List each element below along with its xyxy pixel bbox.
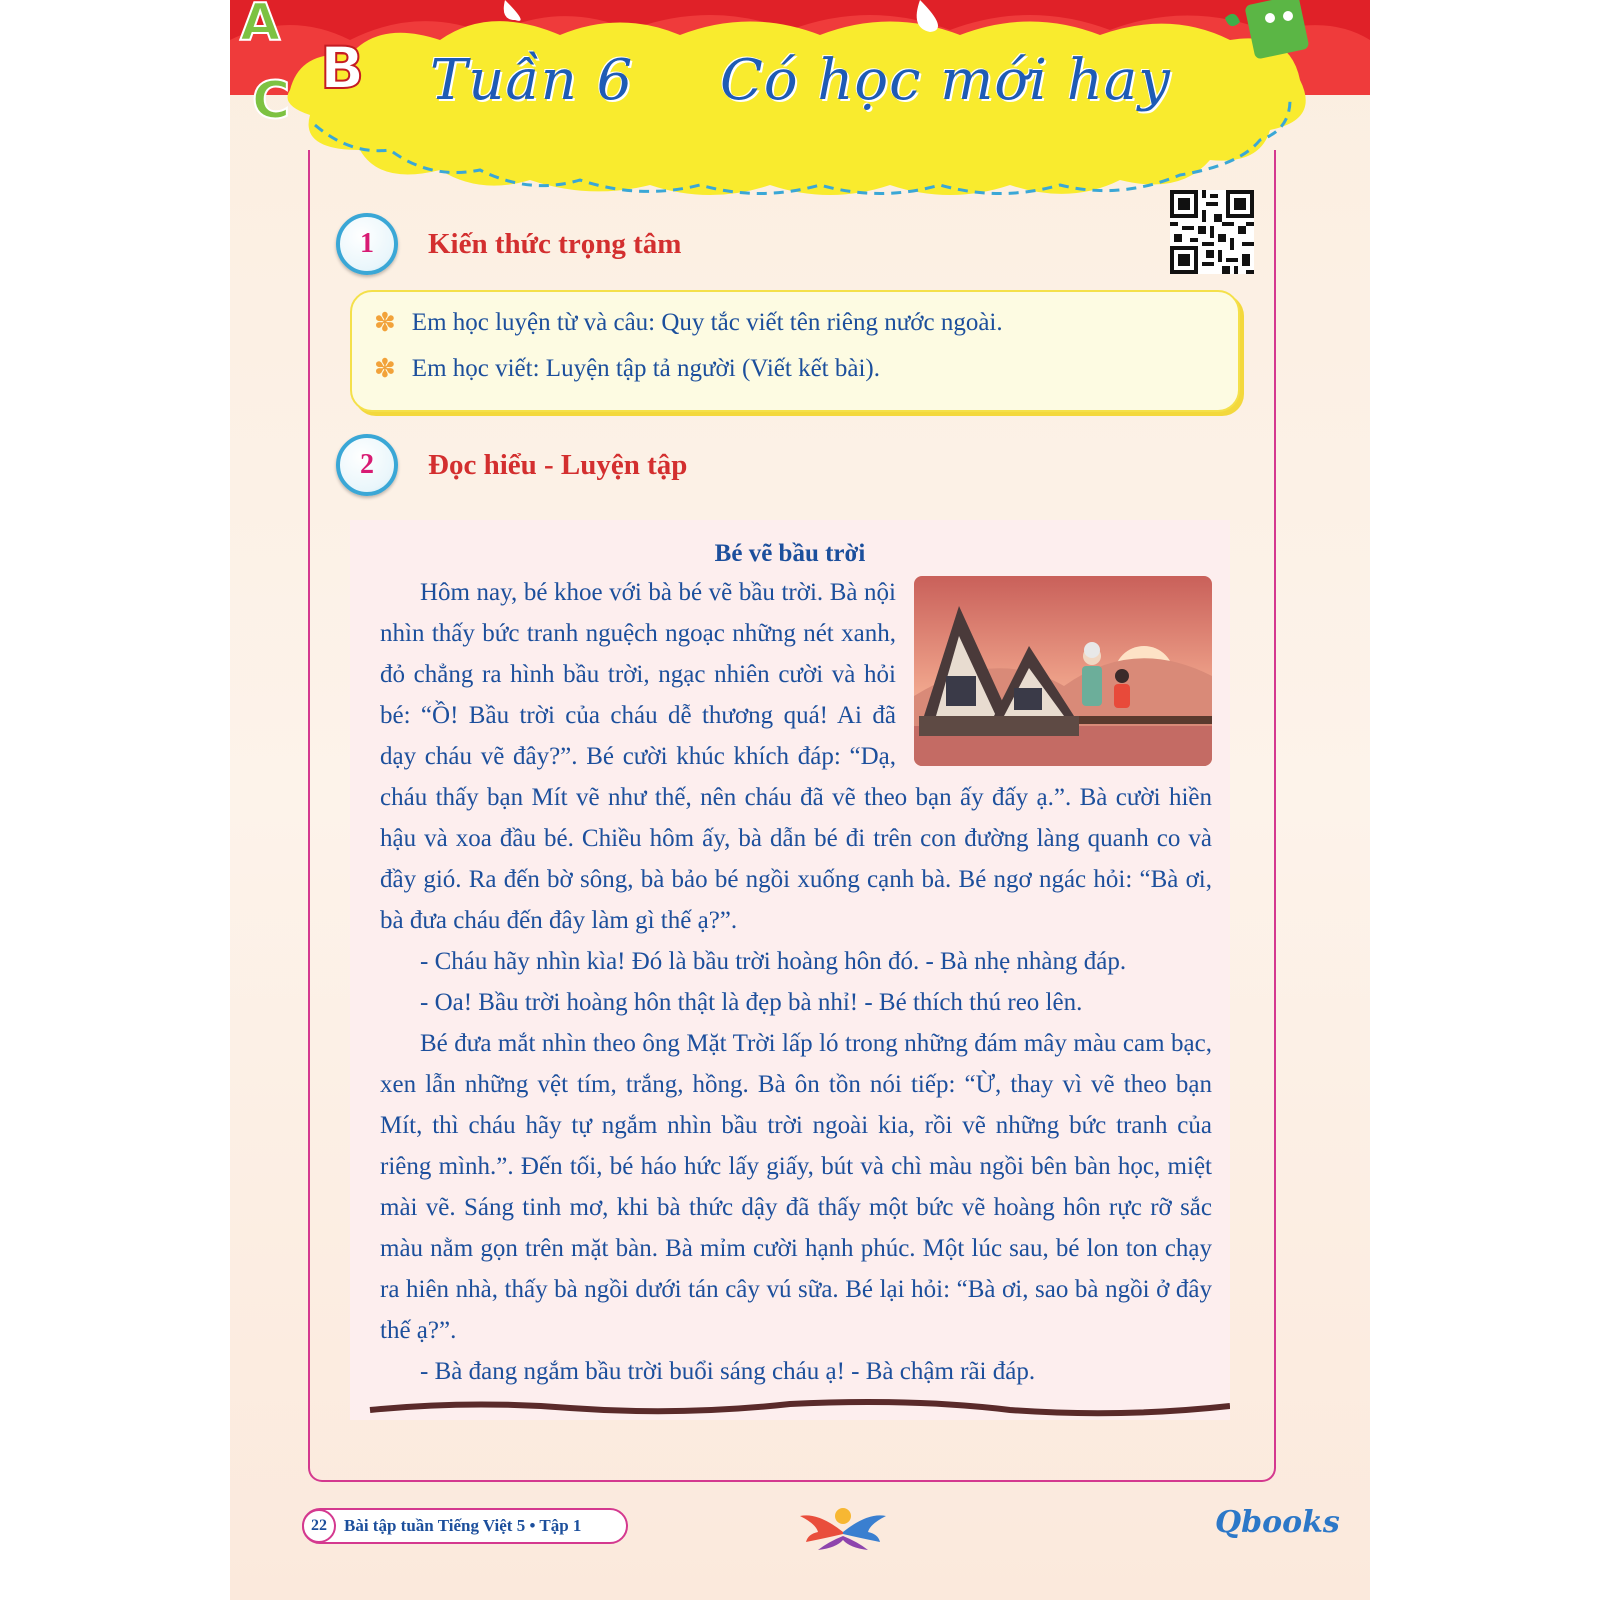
letter-a: A [240, 0, 281, 53]
workbook-page [230, 0, 1370, 1600]
focus-knowledge-box [350, 290, 1240, 412]
section-1-number: 1 [336, 213, 398, 275]
section-2-number: 2 [336, 434, 398, 496]
brand-logo: Qbooks [1215, 1505, 1340, 1540]
book-title: Bài tập tuần Tiếng Việt 5 • Tập 1 [344, 1516, 582, 1535]
section-1-title: Kiến thức trọng tâm [428, 227, 682, 260]
story-paragraph: Bé đưa mắt nhìn theo ông Mặt Trời lấp ló trong những đám mây màu cam bạc, xen lẫn những vệt tím, trắng, hồng. Bà ôn tồn nói tiếp: “Ừ, thay vì vẽ theo bạn Mít, thì cháu hãy tự ngắm nhìn bầu trời ngoài kia, rồi vẽ những bức tranh của riêng mình.”. Đến tối, bé háo hức lấy giấy, bút và chì màu ngồi bên bàn học, miệt mài vẽ. Sáng tinh mơ, khi bà thức dậy đã thấy một bức vẽ hoàng hôn rực rỡ sắc màu nằm gọn trên mặt bàn. Bà mỉm cười hạnh phúc. Một lúc sau, bé lon ton chạy ra hiên nhà, thấy bà ngồi dưới tán cây vú sữa. Bé lại hỏi: “Bà ơi, sao bà ngồi ở đây thế ạ?”. [380, 1030, 1212, 1344]
qr-code-icon[interactable] [1170, 190, 1254, 274]
focus-item [374, 308, 1003, 338]
story-paragraph: Hôm nay, bé khoe với bà bé vẽ bầu trời. Bà nội nhìn thấy bức tranh nguệch ngoạc những nét xanh, đỏ chẳng ra hình bầu trời, ngạc nhiên cười và hỏi bé: “Ồ! Bầu trời của cháu dễ thương quá! Ai đã dạy cháu vẽ đây?”. Bé cười khúc khích đáp: “Dạ, cháu thấy bạn Mít vẽ như thế, nên cháu đã vẽ theo bạn ấy đấy ạ.”. Bà cười hiền hậu và xoa đầu bé. Chiều hôm ấy, bà dẫn bé đi trên con đường làng quanh co và đầy gió. Ra đến bờ sông, bà bảo bé ngồi xuống cạnh bà. Bé ngơ ngác hỏi: “Bà ơi, bà đưa cháu đến đây làm gì thế ạ?”. [380, 579, 1212, 934]
flower-bullet-icon: ✽ [374, 354, 396, 384]
letter-b: B [320, 34, 365, 102]
story-text [380, 572, 1212, 1392]
story-title: Bé vẽ bầu trời [714, 540, 866, 567]
reading-passage-card [350, 520, 1230, 1420]
topic-title: Có học mới hay [720, 48, 1171, 113]
story-paragraph: - Cháu hãy nhìn kìa! Đó là bầu trời hoàng hôn đó. - Bà nhẹ nhàng đáp. [420, 948, 1127, 975]
page-number: 22 [302, 1509, 336, 1543]
letter-c: C [252, 71, 291, 130]
focus-item-text: Em học luyện từ và câu: Quy tắc viết tên riêng nước ngoài. [411, 309, 1003, 336]
flower-bullet-icon: ✽ [374, 308, 396, 338]
focus-item-text: Em học viết: Luyện tập tả người (Viết kết bài). [411, 355, 880, 382]
section-2-heading [336, 434, 687, 496]
week-title: Tuần 6 [430, 48, 634, 113]
wings-logo-icon [798, 1502, 888, 1552]
focus-item [374, 354, 880, 384]
section-1-heading [336, 213, 681, 275]
story-paragraph: - Bà đang ngắm bầu trời buổi sáng cháu ạ! - Bà chậm rãi đáp. [420, 1358, 1036, 1385]
abc-letters-decoration [230, 0, 390, 130]
story-paragraph: - Oa! Bầu trời hoàng hôn thật là đẹp bà nhỉ! - Bé thích thú reo lên. [420, 989, 1083, 1016]
sunset-house-illustration [914, 576, 1212, 766]
footer-book-badge [302, 1508, 628, 1544]
section-2-title: Đọc hiểu - Luyện tập [428, 448, 688, 481]
